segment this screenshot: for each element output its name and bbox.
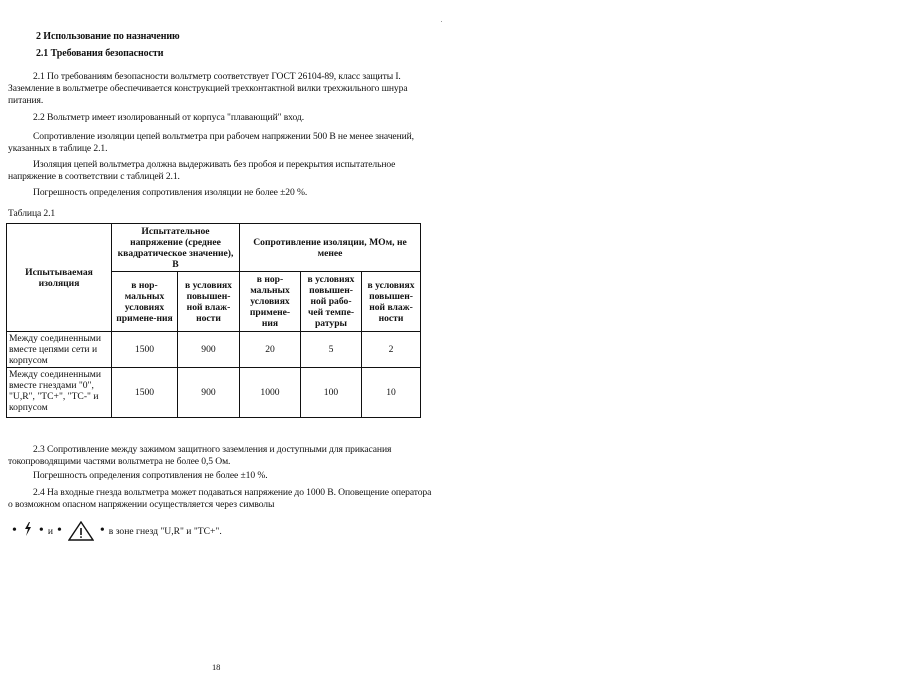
cell-voltage-humidity: 900 <box>178 368 240 418</box>
header-insulation-resistance: Сопротивление изоляции, МОм, не менее <box>240 224 421 272</box>
cell-resistance-normal: 1000 <box>240 368 301 418</box>
paragraph-resistance-error: Погрешность определения сопротивления не более ±10 %. <box>33 470 268 481</box>
table-caption: Таблица 2.1 <box>8 208 56 219</box>
subheader-voltage-normal: в нор-мальных условиях примене-ния <box>112 272 178 332</box>
warning-triangle-icon <box>68 521 94 541</box>
cell-voltage-normal: 1500 <box>112 332 178 368</box>
scan-speck <box>441 21 442 22</box>
paragraph-2-2: 2.2 Вольтметр имеет изолированный от корпуса "плавающий" вход. <box>33 112 305 123</box>
lightning-bolt-icon <box>21 522 35 541</box>
bullet-icon: • <box>12 523 17 538</box>
table-row <box>7 368 421 418</box>
cell-resistance-normal: 20 <box>240 332 301 368</box>
section-title: 2 Использование по назначению <box>36 31 180 42</box>
row-label: Между соединенными вместе цепями сети и корпусом <box>7 332 112 368</box>
subheader-resistance-temperature: в условиях повышен-ной рабо-чей темпе-ратуры <box>301 272 362 332</box>
paragraph-2-4: 2.4 На входные гнезда вольтметра может подаваться напряжение до 1000 В. Оповещение оператора о возможном опасном напряжении осуществляется через символы <box>8 487 432 510</box>
row-label: Между соединенными вместе гнездами "0", "U,R", "ТС+", "ТС-" и корпусом <box>7 368 112 418</box>
bullet-icon: • <box>38 523 44 538</box>
paragraph-insulation-strength: Изоляция цепей вольтметра должна выдерживать без пробоя и перекрытия испытательное напряжение в соответствии с таблицей 2.1. <box>8 159 396 182</box>
symbols-zone-text: в зоне гнезд "U,R" и "ТС+". <box>108 525 222 537</box>
table-row <box>7 332 421 368</box>
paragraph-2-3: 2.3 Сопротивление между зажимом защитного заземления и доступными для прикасания токопроводящими частями вольтметра не более 0,5 Ом. <box>8 444 392 467</box>
cell-resistance-temperature: 100 <box>301 368 362 418</box>
cell-voltage-normal: 1500 <box>112 368 178 418</box>
paragraph-insulation-error: Погрешность определения сопротивления изоляции не более ±20 %. <box>33 187 308 198</box>
subheader-resistance-normal: в нор-мальных условиях примене-ния <box>240 272 301 332</box>
paragraph-insulation-resistance: Сопротивление изоляции цепей вольтметра при рабочем напряжении 500 В не менее значений, указанных в таблице 2.1. <box>8 131 414 154</box>
subheader-resistance-humidity: в условиях повышен-ной влаж-ности <box>362 272 421 332</box>
paragraph-2-1: 2.1 По требованиям безопасности вольтметр соответствует ГОСТ 26104-89, класс защиты I. Заземление в вольтметре обеспечивается конструкцией трехконтактной вилки трехжильного шнура питания. <box>8 71 408 106</box>
warning-symbols-line <box>8 521 222 541</box>
page-number: 18 <box>212 662 221 672</box>
conjunction-text: и <box>47 525 53 537</box>
bullet-icon: • <box>99 523 105 538</box>
insulation-table <box>6 223 421 418</box>
cell-resistance-humidity: 2 <box>362 332 421 368</box>
section-subtitle: 2.1 Требования безопасности <box>36 48 164 59</box>
cell-resistance-humidity: 10 <box>362 368 421 418</box>
cell-voltage-humidity: 900 <box>178 332 240 368</box>
cell-resistance-temperature: 5 <box>301 332 362 368</box>
bullet-icon: • <box>56 523 62 538</box>
subheader-voltage-humidity: в условиях повышен-ной влаж-ности <box>178 272 240 332</box>
header-tested-insulation: Испытываемая изоляция <box>7 224 112 332</box>
header-test-voltage: Испытательное напряжение (среднее квадратическое значение), В <box>112 224 240 272</box>
